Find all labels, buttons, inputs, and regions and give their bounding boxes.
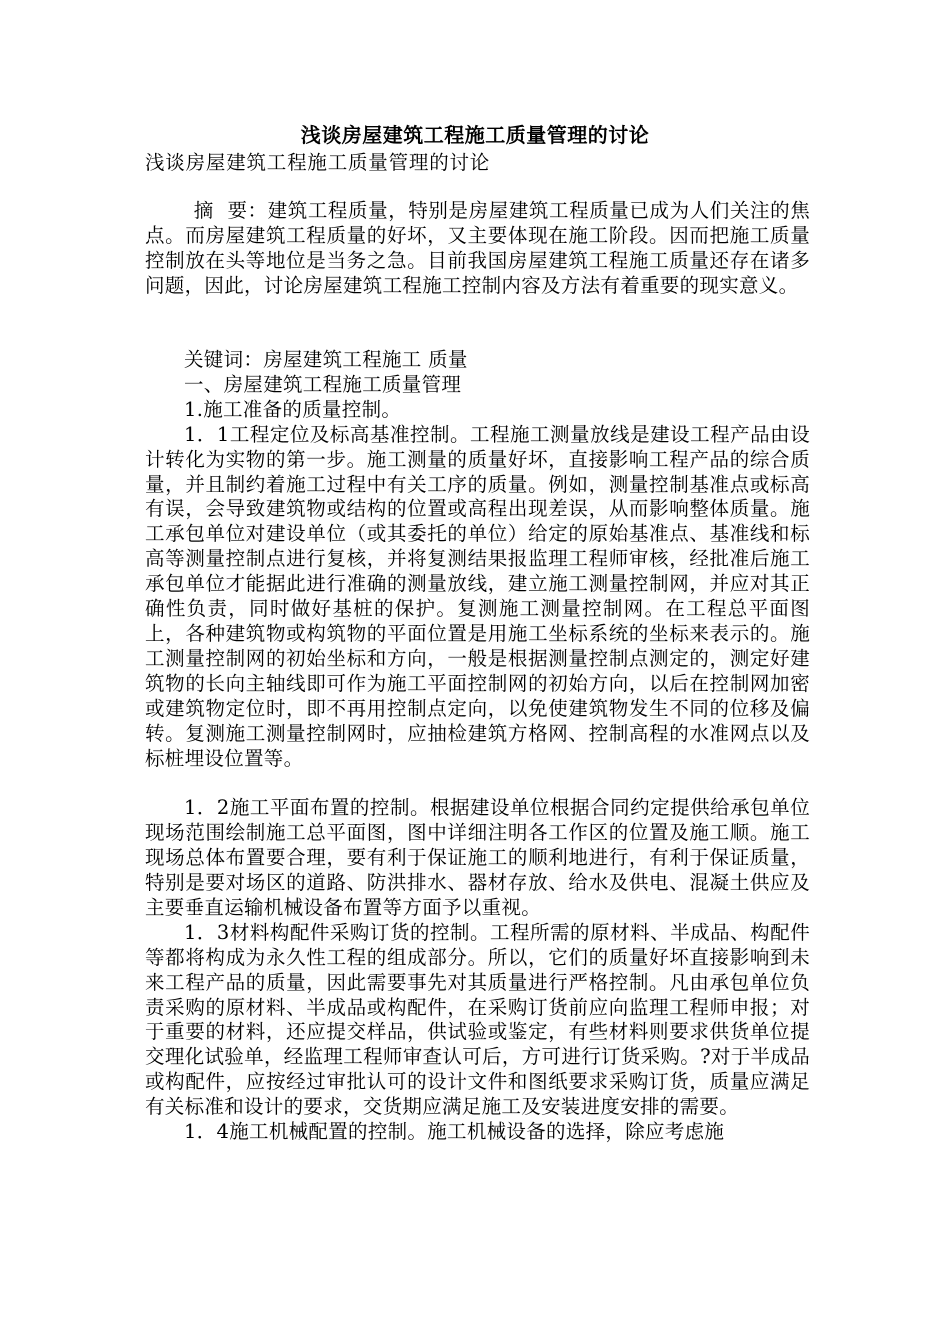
abstract-block [145, 199, 810, 299]
keywords-line: 关键词：房屋建筑工程施工 质量 [184, 348, 468, 371]
paragraph-1-1: 1．1工程定位及标高基准控制。工程施工测量放线是建设工程产品由设计转化为实物的第一步。施工测量的质量好坏，直接影响工程产品的综合质量，并且制约着施工过程中有关工序的质量。例如，测量控制基准点或标高有误，会导致建筑物或结构的位置或高程出现差误，从而影响整体质量。施工承包单位对建设单位（或其委托的单位）给定的原始基准点、基准线和标高等测量控制点进行复核，并将复测结果报监理工程师审核，经批准后施工承包单位才能据此进行准确的测量放线，建立施工测量控制网，并应对其正确性负责，同时做好基桩的保护。复测施工测量控制网。在工程总平面图上，各种建筑物或构筑物的平面位置是用施工坐标系统的坐标来表示的。施工测量控制网的初始坐标和方向，一般是根据测量控制点测定的，测定好建筑物的长向主轴线即可作为施工平面控制网的初始方向，以后在控制网加密或建筑物定位时，即不再用控制点定向，以免使建筑物发生不同的位移及偏转。复测施工测量控制网时，应抽检建筑方格网、控制高程的水准网点以及标桩埋设位置等。 [145, 422, 810, 770]
paragraph-1-2: 1．2施工平面布置的控制。根据建设单位根据合同约定提供给承包单位现场范围绘制施工总平面图，图中详细注明各工作区的位置及施工顺。施工现场总体布置要合理，要有利于保证施工的顺利地进行，有利于保证质量，特别是要对场区的道路、防洪排水、器材存放、给水及供电、混凝土供应及主要垂直运输机械设备布置等方面予以重视。 [145, 796, 810, 919]
paragraph-gap [145, 771, 810, 796]
document-subtitle: 浅谈房屋建筑工程施工质量管理的讨论 [145, 151, 491, 174]
document-title: 浅谈房屋建筑工程施工质量管理的讨论 [300, 123, 650, 147]
section-heading-1: 一、房屋建筑工程施工质量管理 [184, 372, 462, 396]
main-body [145, 348, 810, 1145]
subsection-heading-1: 1.施工准备的质量控制。 [184, 397, 402, 421]
paragraph-1-3: 1．3材料构配件采购订货的控制。工程所需的原材料、半成品、构配件等都将构成为永久性工程的组成部分。所以，它们的质量好坏直接影响到未来工程产品的质量，因此需要事先对其质量进行严格控制。凡由承包单位负责采购的原材料、半成品或构配件，在采购订货前应向监理工程师申报；对于重要的材料，还应提交样品，供试验或鉴定，有些材料则要求供货单位提交理化试验单，经监理工程师审查认可后，方可进行订货采购。?对于半成品或构配件，应按经过审批认可的设计文件和图纸要求采购订货，质量应满足有关标准和设计的要求，交货期应满足施工及安装进度安排的需要。 [145, 920, 810, 1119]
abstract-paragraph: 摘 要：建筑工程质量，特别是房屋建筑工程质量已成为人们关注的焦点。而房屋建筑工程质量的好坏，又主要体现在施工阶段。因而把施工质量控制放在头等地位是当务之急。目前我国房屋建筑工程施工质量还存在诸多问题，因此，讨论房屋建筑工程施工控制内容及方法有着重要的现实意义。 [145, 199, 810, 297]
paragraph-1-4: 1．4施工机械配置的控制。施工机械设备的选择，除应考虑施 [184, 1120, 725, 1144]
